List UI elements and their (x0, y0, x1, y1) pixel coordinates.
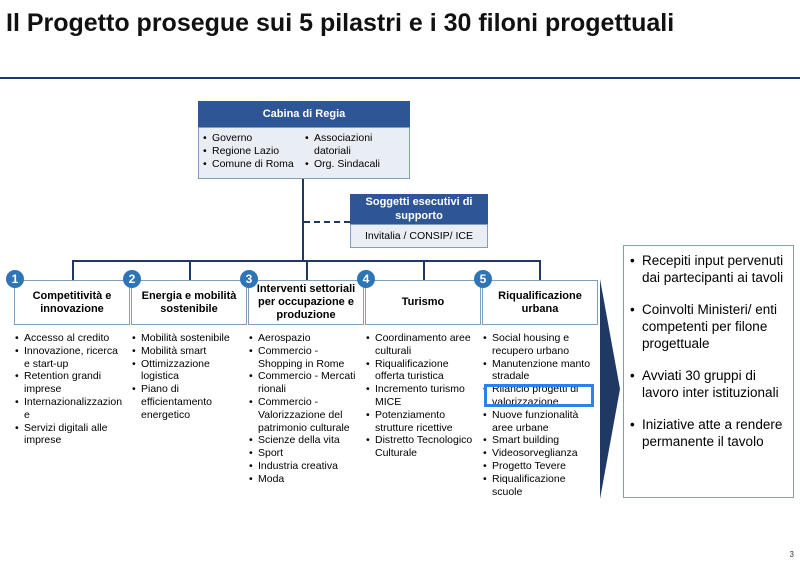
pillar-2-number: 2 (123, 270, 141, 288)
soggetti-header: Soggetti esecutivi di supporto (350, 194, 488, 224)
list-item: • Internazionalizzazione (14, 396, 126, 422)
pillar-4-title: Turismo (365, 280, 481, 325)
pillar-1-list (14, 332, 126, 447)
list-item: • Riqualificazione scuole (482, 473, 592, 499)
arrow-right-icon (600, 279, 622, 499)
pillar-5-list (482, 332, 592, 498)
connector-drop-5 (539, 260, 541, 280)
list-item: • Coordinamento aree culturali (365, 332, 477, 358)
list-item: • Progetto Tevere (482, 460, 592, 473)
pillar-4-number: 4 (357, 270, 375, 288)
list-item: • Associazioni datoriali (303, 132, 407, 158)
connector-drop-3 (306, 260, 308, 280)
list-item: • Rilancio progetti di valorizzazione (482, 383, 592, 409)
summary-item: • Coinvolti Ministeri/ enti competenti per filone progettuale (630, 301, 787, 352)
cabina-left-list (201, 132, 301, 171)
list-item: • Comune di Roma (201, 158, 301, 171)
summary-list (624, 246, 793, 450)
pillar-5-title: Riqualificazione urbana (482, 280, 598, 325)
list-item: • Riqualificazione offerta turistica (365, 358, 477, 384)
list-item: • Social housing e recupero urbano (482, 332, 592, 358)
list-item: • Incremento turismo MICE (365, 383, 477, 409)
list-item: • Commercio - Mercati rionali (248, 370, 360, 396)
connector-drop-1 (72, 260, 74, 280)
list-item: • Mobilità smart (131, 345, 243, 358)
list-item: • Moda (248, 473, 360, 486)
list-item: • Commercio - Valorizzazione del patrimonio culturale (248, 396, 360, 434)
highlight-frame (484, 384, 594, 407)
list-item: • Videosorveglianza (482, 447, 592, 460)
list-item: • Piano di efficientamento energetico (131, 383, 243, 421)
connector-trunk (302, 179, 304, 261)
page-title: Il Progetto prosegue sui 5 pilastri e i 30 filoni progettuali (6, 9, 675, 37)
connector-drop-2 (189, 260, 191, 280)
list-item: • Scienze della vita (248, 434, 360, 447)
cabina-header: Cabina di Regia (198, 101, 410, 127)
cabina-right-list (303, 132, 407, 171)
pillar-1-title: Competitività e innovazione (14, 280, 130, 325)
pillar-3-title: Interventi settoriali per occupazione e produzione (248, 280, 364, 325)
pillar-5-number: 5 (474, 270, 492, 288)
list-item: • Distretto Tecnologico Culturale (365, 434, 477, 460)
list-item: • Accesso al credito (14, 332, 126, 345)
summary-item: • Iniziative atte a rendere permanente il tavolo (630, 416, 787, 450)
summary-item: • Recepiti input pervenuti dai partecipanti ai tavoli (630, 252, 787, 286)
pillar-3-number: 3 (240, 270, 258, 288)
pillar-2-list (131, 332, 243, 422)
list-item: • Commercio - Shopping in Rome (248, 345, 360, 371)
list-item: • Servizi digitali alle imprese (14, 422, 126, 448)
connector-drop-4 (423, 260, 425, 280)
soggetti-body: Invitalia / CONSIP/ ICE (350, 224, 488, 248)
cabina-body (198, 127, 410, 179)
list-item: • Smart building (482, 434, 592, 447)
connector-dashed (304, 221, 350, 223)
list-item: • Governo (201, 132, 301, 145)
list-item: • Org. Sindacali (303, 158, 407, 171)
summary-item: • Avviati 30 gruppi di lavoro inter istituzionali (630, 367, 787, 401)
title-rule (0, 77, 800, 79)
list-item: • Innovazione, ricerca e start-up (14, 345, 126, 371)
pillar-3-list (248, 332, 360, 486)
pillar-4-list (365, 332, 477, 460)
list-item: • Retention grandi imprese (14, 370, 126, 396)
list-item: • Industria creativa (248, 460, 360, 473)
list-item: • Manutenzione manto stradale (482, 358, 592, 384)
list-item: • Regione Lazio (201, 145, 301, 158)
list-item: • Nuove funzionalità aree urbane (482, 409, 592, 435)
list-item: • Aerospazio (248, 332, 360, 345)
page-number: 3 (789, 550, 794, 559)
pillar-1-number: 1 (6, 270, 24, 288)
list-item: • Sport (248, 447, 360, 460)
list-item: • Ottimizzazione logistica (131, 358, 243, 384)
summary-box (623, 245, 794, 498)
pillar-2-title: Energia e mobilità sostenibile (131, 280, 247, 325)
list-item: • Potenziamento strutture ricettive (365, 409, 477, 435)
list-item: • Mobilità sostenibile (131, 332, 243, 345)
